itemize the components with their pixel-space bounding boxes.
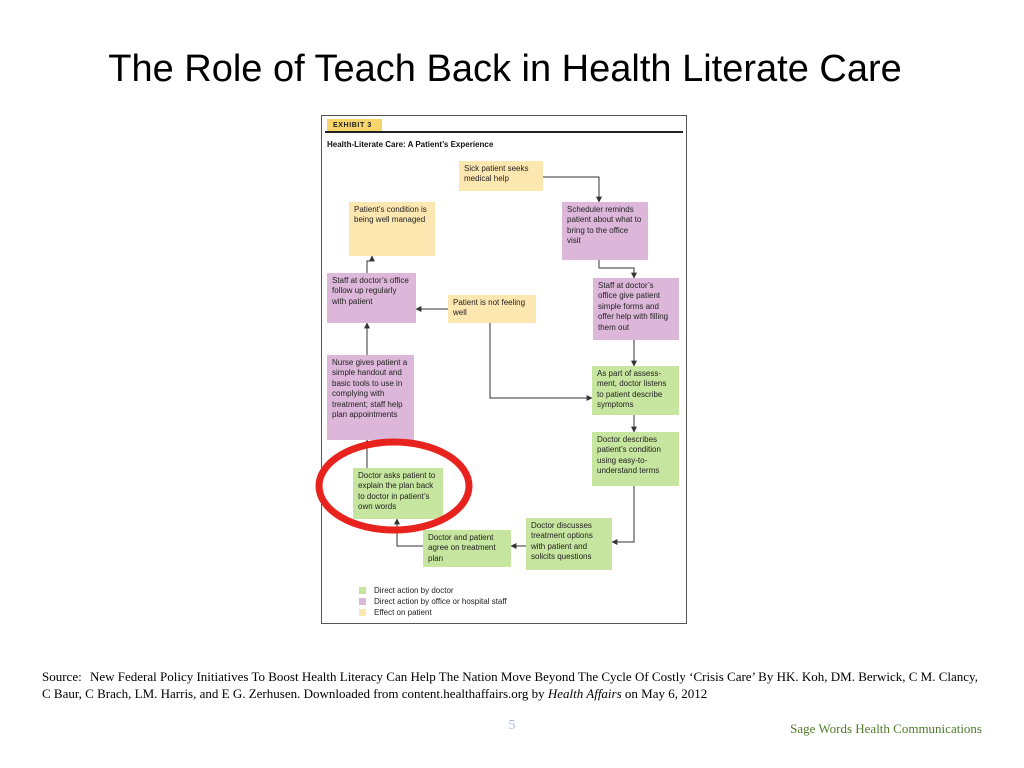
brand-footer: Sage Words Health Communications bbox=[790, 721, 982, 736]
legend-swatch-doctor bbox=[359, 587, 366, 594]
source-prefix: Source: bbox=[42, 669, 82, 684]
connector-describes-to-options bbox=[612, 486, 634, 542]
source-body: New Federal Policy Initiatives To Boost Health Literacy Can Help The Nation Move Beyond The Cycle Of Costly ‘Crisis Care’ By HK. Koh, DM. Berwick, C M. Clancy, C Baur, C Brach, LM. Harris, and E G. Zerhusen. Downloaded from content.healthaffairs.org by bbox=[42, 669, 978, 701]
page-number: 5 bbox=[508, 718, 516, 733]
slide-title: The Role of Teach Back in Health Literate Care bbox=[108, 48, 902, 90]
source-citation bbox=[42, 669, 987, 702]
flow-box-sick-patient: Sick patient seeks medical help bbox=[459, 161, 543, 191]
exhibit-tag: EXHIBIT 3 bbox=[327, 119, 382, 132]
flow-box-treatment-options: Doctor discusses treatment options with patient and solicits questions bbox=[526, 518, 612, 570]
flow-box-assessment: As part of assess-ment, doctor listens to patient describe symptoms bbox=[592, 366, 679, 415]
legend-label: Direct action by office or hospital staff bbox=[374, 597, 507, 606]
flow-box-staff-follow-up: Staff at doctor’s office follow up regularly with patient bbox=[327, 273, 416, 323]
exhibit-subtitle: Health-Literate Care: A Patient’s Experience bbox=[327, 140, 494, 149]
exhibit-figure bbox=[321, 115, 687, 624]
connector-followup-to-wellmanaged bbox=[367, 256, 372, 273]
legend-swatch-patient bbox=[359, 609, 366, 616]
legend-label: Effect on patient bbox=[374, 608, 432, 617]
connector-sick-to-scheduler bbox=[543, 177, 599, 202]
connector-notwell-to-assessment bbox=[490, 323, 592, 398]
flow-box-not-feeling-well: Patient is not feeling well bbox=[448, 295, 536, 323]
source-date: on May 6, 2012 bbox=[624, 685, 708, 701]
source-journal: Health Affairs bbox=[547, 685, 622, 701]
legend-item-doctor bbox=[359, 586, 454, 596]
flow-box-nurse-handout: Nurse gives patient a simple handout and basic tools to use in complying with treatment; staff help plan appointments bbox=[327, 355, 414, 440]
flow-box-staff-forms: Staff at doctor’s office give patient simple forms and offer help with filling them out bbox=[593, 278, 679, 340]
flow-box-agree-plan: Doctor and patient agree on treatment plan bbox=[423, 530, 511, 567]
flow-box-doctor-describes: Doctor describes patient’s condition using easy-to-understand terms bbox=[592, 432, 679, 486]
legend-item-staff bbox=[359, 597, 507, 607]
flow-box-well-managed: Patient’s condition is being well managed bbox=[349, 202, 435, 256]
connector-scheduler-to-forms bbox=[599, 260, 634, 278]
legend-swatch-staff bbox=[359, 598, 366, 605]
highlight-circle bbox=[300, 430, 485, 540]
legend-item-patient bbox=[359, 608, 432, 618]
flow-box-teach-back: Doctor asks patient to explain the plan back to doctor in patient’s own words bbox=[353, 468, 443, 519]
legend-label: Direct action by doctor bbox=[374, 586, 454, 595]
flow-box-scheduler-reminds: Scheduler reminds patient about what to bring to the office visit bbox=[562, 202, 648, 260]
